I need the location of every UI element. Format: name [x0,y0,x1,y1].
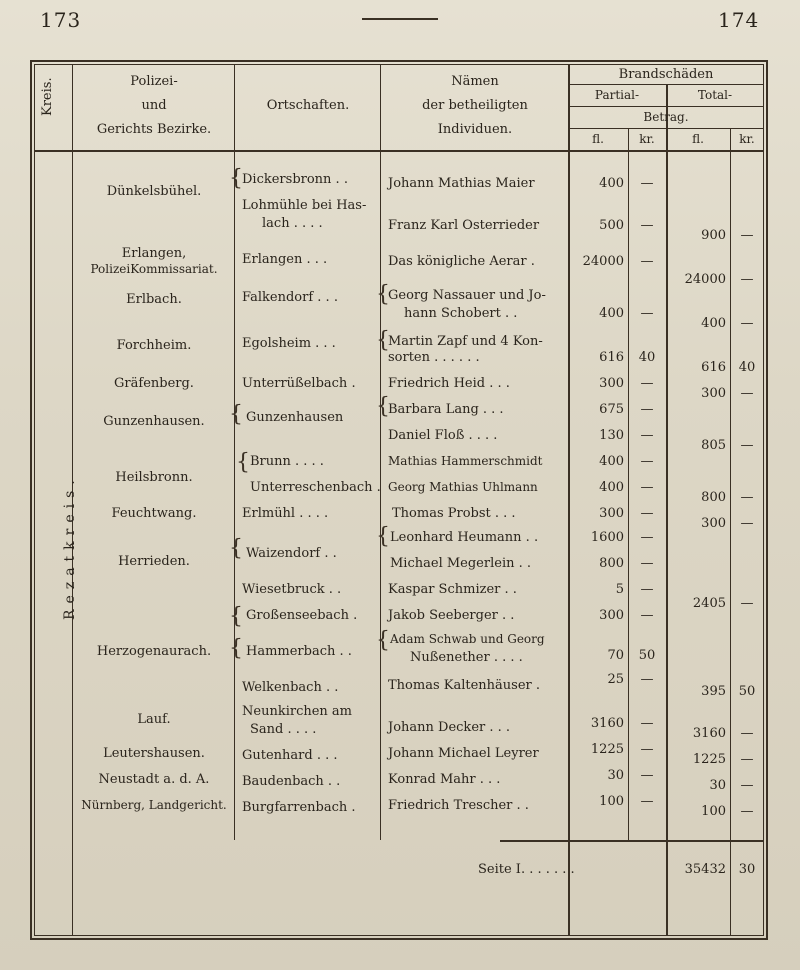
partial-kr: — [640,794,654,809]
partial-fl: 70 [607,648,624,663]
header-fl-1: fl. [592,132,604,146]
partial-kr: — [640,254,654,269]
total-fl: 616 [701,360,726,375]
page-number-right: 174 [718,8,760,32]
district: Erlangen, [121,246,187,261]
total-kr: 50 [738,684,756,699]
partial-fl: 130 [599,428,624,443]
brace: { [376,628,390,653]
partial-kr: — [640,506,654,521]
header-total: Total- [697,88,733,102]
footer-total-kr: 30 [738,862,756,877]
person-name: Daniel Floß . . . . [388,428,498,443]
total-kr: — [740,752,754,767]
person-name: Friedrich Trescher . . [388,798,529,813]
district: Gräfenberg. [114,376,194,391]
total-kr: — [740,596,754,611]
total-kr: 40 [738,360,756,375]
footer-total-fl: 35432 [684,862,726,877]
partial-kr: — [640,306,654,321]
header-rule [34,150,764,152]
district: Nürnberg, Landgericht. [81,798,227,812]
place: Erlmühl . . . . [242,506,329,521]
person-name: Adam Schwab und Georg [390,632,545,646]
partial-fl: 300 [599,608,624,623]
total-fl: 24000 [684,272,726,287]
place: Brunn . . . . [250,454,324,469]
district: Heilsbronn. [115,470,193,485]
header-brandschaeden: Brandschäden [618,67,714,82]
place: Gutenhard . . . [242,748,338,763]
total-fl: 900 [701,228,726,243]
partial-kr: — [640,402,654,417]
partial-kr: 50 [638,648,656,663]
brace: { [376,524,390,549]
place: Welkenbach . . [242,680,339,695]
footer-rule [500,840,764,842]
brace: { [376,394,390,419]
header-ortschaften: Ortschaften. [266,98,350,113]
person-name: Friedrich Heid . . . [388,376,510,391]
partial-fl: 400 [599,454,624,469]
person-name: sorten . . . . . . [388,350,480,365]
person-name: Konrad Mahr . . . [388,772,501,787]
person-name: hann Schobert . . [404,306,518,321]
total-kr: — [740,316,754,331]
header-kreis: Kreis. [40,77,55,116]
district: Feuchtwang. [111,506,197,521]
header-polizei-3: Gerichts Bezirke. [96,122,212,137]
brace: { [229,166,243,191]
place: Großenseebach . [246,608,358,623]
partial-fl: 400 [599,306,624,321]
total-kr: — [740,726,754,741]
person-name: Johann Mathias Maier [388,176,535,191]
total-fl: 800 [701,490,726,505]
district: Dünkelsbühel. [106,184,202,199]
partial-kr: — [640,716,654,731]
place: Unterreschenbach . [250,480,381,495]
person-name: Jakob Seeberger . . [388,608,515,623]
partial-fl: 24000 [582,254,624,269]
place: Falkendorf . . . [242,290,338,305]
partial-kr: — [640,768,654,783]
partial-fl: 675 [599,402,624,417]
header-polizei-2: und [141,98,167,113]
header-namen-3: Individuen. [437,122,513,137]
partial-kr: — [640,376,654,391]
person-name: Thomas Probst . . . [392,506,516,521]
partial-kr: — [640,556,654,571]
district: Neustadt a. d. A. [98,772,210,787]
partial-fl: 5 [615,582,624,597]
person-name: Nußenether . . . . [410,650,523,665]
brace: { [229,636,243,661]
partial-kr: 40 [638,350,656,365]
district: Leutershausen. [103,746,205,761]
partial-kr: — [640,742,654,757]
person-name: Kaspar Schmizer . . [388,582,517,597]
partial-fl: 300 [599,506,624,521]
person-name: Franz Karl Osterrieder [388,218,540,233]
place: Baudenbach . . [242,774,341,789]
partial-kr: — [640,428,654,443]
partial-fl: 3160 [590,716,624,731]
total-kr: — [740,804,754,819]
total-fl: 1225 [692,752,726,767]
district: Herrieden. [118,554,190,569]
total-fl: 395 [701,684,726,699]
partial-kr: — [640,672,654,687]
total-kr: — [740,386,754,401]
header-kr-2: kr. [739,132,755,146]
district: Erlbach. [126,292,182,307]
district: Lauf. [137,712,171,727]
district: Gunzenhausen. [103,414,205,429]
person-name: Thomas Kaltenhäuser . [388,678,541,693]
total-kr: — [740,228,754,243]
partial-kr: — [640,454,654,469]
district: Herzogenaurach. [96,644,212,659]
place: Neunkirchen am [242,704,352,719]
partial-fl: 25 [607,672,624,687]
partial-fl: 300 [599,376,624,391]
total-kr: — [740,272,754,287]
person-name: Johann Michael Leyrer [388,746,539,761]
district: PolizeiKommissariat. [90,262,218,276]
header-kr-1: kr. [639,132,655,146]
header-partial: Partial- [594,88,640,102]
place: Hammerbach . . [246,644,352,659]
header-namen-2: der betheiligten [422,98,528,113]
total-fl: 3160 [692,726,726,741]
partial-kr: — [640,218,654,233]
place: Waizendorf . . [246,546,337,561]
brace: { [229,604,243,629]
person-name: Das königliche Aerar . [388,254,535,269]
total-fl: 300 [701,386,726,401]
partial-fl: 800 [599,556,624,571]
partial-kr: — [640,176,654,191]
brace: { [376,328,390,353]
partial-fl: 1225 [590,742,624,757]
place: Burgfarrenbach . [242,800,356,815]
top-rule [362,18,438,20]
person-name: Mathias Hammerschmidt [388,454,543,468]
place: Wiesetbruck . . [242,582,342,597]
partial-fl: 1600 [590,530,624,545]
total-fl: 300 [701,516,726,531]
place: Erlangen . . . [242,252,328,267]
person-name: Georg Nassauer und Jo- [388,288,546,303]
header-polizei-1: Polizei- [130,74,178,89]
document-page: 173 174 Kreis. Polizei- und Gerichts Bezirke. Ortschaften. Nämen der betheiligten Individuen. Brandschäden Partial- Total- Betrag. fl. kr. fl. kr. Rezatkreis. Dünkelsbühel. Erlangen, PolizeiKommissariat. Erlbach. Forchheim. Gräfenberg. Gunzenhausen. Heilsbronn. Feuchtwang. Herrieden. Herzogenaurach. Lauf. Leutershausen. Neustadt a. d. A. Nürnberg, Landgericht. { { { { { { { { { { { Dickersbronn . . Lohmühle bei Has- lach . . . . Erlangen . . . Falkendorf . . . Egolsheim . . . Unterrüßelbach . Gunzenhausen Brunn . . . . Unterreschenbach . Erlmühl . . . . Waizendorf . . Wiesetbruck . . Großenseebach . Hammerbach . . Welkenbach . . Neunkirchen am Sand . . . . Gutenhard . . . Baudenbach . . Burgfarrenbach . Johann Mathias Maier Franz Karl Osterrieder Das königliche Aerar . Georg Nassauer und Jo- hann Schobert . . Martin Zapf und 4 Kon- sorten . . . . . . Friedrich Heid . . . Barbara Lang . . . Daniel Floß . . . . Mathias Hammerschmidt Georg Mathias Uhlmann Thomas Probst . . . Leonhard Heumann . . Michael Megerlein . . Kaspar Schmizer . . Jakob Seeberger . . Adam Schwab und Georg Nußenether . . . . Thomas Kaltenhäuser . Johann Decker . . . Johann Michael Leyrer Konrad Mahr . . . Friedrich Trescher . . 400 500 24000 400 616 300 675 130 400 400 300 1600 800 5 300 70 25 3160 1225 30 100 — — — — 40 — — — — — — — — — — 50 — — — — — 900 24000 400 616 300 805 800 300 2405 395 3160 1225 30 100 — — — 40 — — — — — 50 — — — — Seite I. . . . . . . 35432 30 [0,0,800,970]
partial-kr: — [640,530,654,545]
brace: { [229,536,243,561]
page-number-left: 173 [40,8,82,32]
total-kr: — [740,490,754,505]
place: Unterrüßelbach . [242,376,356,391]
total-fl: 100 [701,804,726,819]
total-kr: — [740,438,754,453]
partial-fl: 30 [607,768,624,783]
partial-fl: 616 [599,350,624,365]
partial-fl: 500 [599,218,624,233]
total-fl: 805 [701,438,726,453]
col-line-ort [380,64,381,840]
partial-fl: 400 [599,176,624,191]
place: Dickersbronn . . [242,172,348,187]
partial-kr: — [640,582,654,597]
header-betrag: Betrag. [643,110,689,124]
place: Lohmühle bei Has- [242,198,367,213]
place: Sand . . . . [250,722,317,737]
total-fl: 2405 [692,596,726,611]
total-kr: — [740,778,754,793]
partial-fl: 100 [599,794,624,809]
total-kr: — [740,516,754,531]
partial-kr: — [640,608,654,623]
brace: { [376,282,390,307]
place: lach . . . . [262,216,323,231]
person-name: Michael Megerlein . . [390,556,532,571]
header-namen-1: Nämen [451,74,499,89]
person-name: Barbara Lang . . . [388,402,504,417]
header-fl-2: fl. [692,132,704,146]
partial-kr: — [640,480,654,495]
place: Egolsheim . . . [242,336,336,351]
person-name: Martin Zapf und 4 Kon- [388,334,543,349]
person-name: Johann Decker . . . [388,720,511,735]
total-fl: 400 [701,316,726,331]
place: Gunzenhausen [246,410,344,425]
brace: { [229,402,243,427]
partial-fl: 400 [599,480,624,495]
person-name: Georg Mathias Uhlmann [388,480,538,494]
total-fl: 30 [709,778,726,793]
brace: { [236,450,250,475]
footer-label: Seite I. . . . . . . [478,862,575,877]
person-name: Leonhard Heumann . . [390,530,539,545]
district: Forchheim. [116,338,192,353]
